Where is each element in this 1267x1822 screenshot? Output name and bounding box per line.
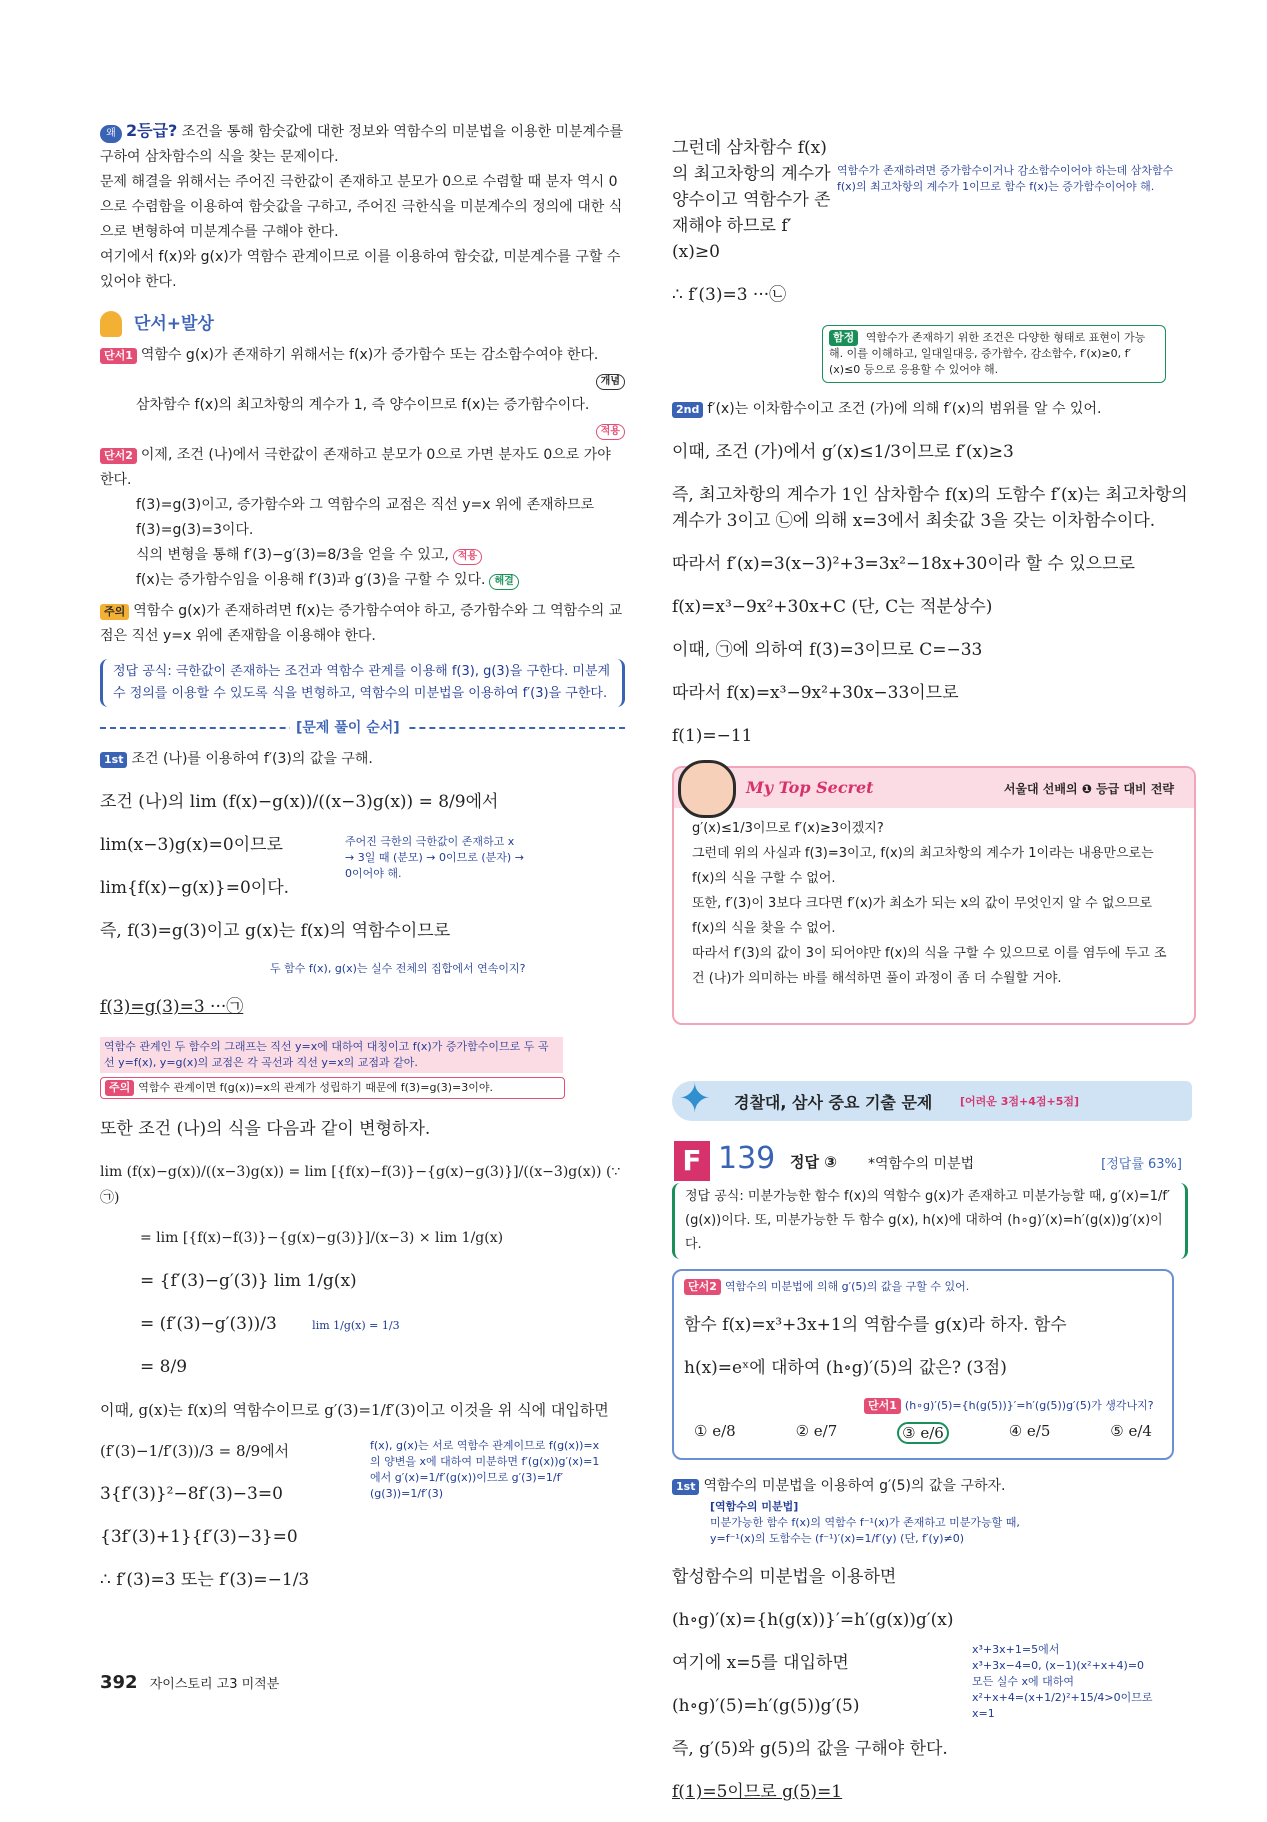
side3: 모든 실수 x에 대하여 (972, 1675, 1075, 1688)
clue1-text: 역함수 g(x)가 존재하기 위해서는 f(x)가 증가함수 또는 감소함수여야 한다. (140, 347, 599, 363)
r8: 따라서 f(x)=x³−9x²+30x−33이므로 (672, 683, 959, 703)
banner-title: 경찰대, 삼사 중요 기출 문제 (734, 1093, 933, 1112)
apply-badge-2: 적용 (453, 549, 482, 565)
avatar (678, 760, 736, 818)
secret-box (672, 766, 1196, 1025)
side5: x=1 (972, 1707, 995, 1720)
rs4: (h∘g)′(5)=h′(g(5))g′(5) (672, 1696, 860, 1716)
banner-sub: [어려운 3점+4점+5점] (960, 1095, 1080, 1108)
step1-tag: 1st (100, 752, 127, 768)
banner (672, 1076, 1192, 1122)
clue2-line4: f(x)는 증가함수임을 이용해 f′(3)과 g′(3)을 구할 수 있다. (136, 572, 486, 588)
choice-4[interactable]: ④ e/5 (1008, 1422, 1051, 1440)
rs1: 합성함수의 미분법을 이용하면 (672, 1567, 897, 1587)
eq1: lim (f(x)−g(x))/((x−3)g(x)) = lim [{f(x)−f(3)}−{g(x)−g(3)}]/((x−3)g(x)) (∵ ㉠) (100, 1164, 621, 1206)
r4: 즉, 최고차항의 계수가 1인 삼차함수 f(x)의 도함수 f′(x)는 최고차항의 계수가 3이고 ㉡에 의해 x=3에서 최솟값 3을 갖는 이차함수이다. (672, 485, 1188, 531)
problem-header (672, 1141, 1192, 1183)
problem-letter: F (674, 1141, 710, 1181)
side2: x³+3x−4=0, (x−1)(x²+x+4)=0 (972, 1659, 1145, 1672)
inv-title: [역함수의 미분법] (710, 1500, 799, 1513)
r3: 이때, 조건 (가)에서 g′(x)≤1/3이므로 f′(x)≥3 (672, 442, 1014, 462)
solve-badge: 해결 (489, 574, 518, 590)
side-notes (972, 1642, 1192, 1722)
choice-3[interactable]: ③ e/6 (897, 1422, 949, 1444)
r6: f(x)=x³−9x²+30x+C (단, C는 적분상수) (672, 597, 993, 617)
page-number: 392 (100, 1672, 138, 1693)
rs3: 여기에 x=5를 대입하면 (672, 1653, 849, 1673)
rate: [정답률 63%] (1101, 1157, 1182, 1172)
s1-g: 이때, g(x)는 f(x)의 역함수이므로 g′(3)=1/f′(3)이고 이것을 위 식에 대입하면 (100, 1401, 609, 1419)
concept-badge: 개념 (596, 374, 625, 390)
question-line1: 함수 f(x)=x³+3x+1의 역함수를 g(x)라 하자. 함수 (684, 1315, 1067, 1335)
answer: 정답 ③ (790, 1153, 837, 1171)
secret-sub: 서울대 선배의 ❶ 등급 대비 전략 (1003, 782, 1174, 796)
s1-note4: f(x), g(x)는 서로 역함수 관계이므로 f(g(x))=x의 양변을 x에 대하여 미분하면 f′(g(x))g′(x)=1에서 g′(x)=1/f′(g(x))이므로 g′(3)=1/f′(g(3))=1/f′(3) (370, 1439, 600, 1500)
eq7: 3{f′(3)}²−8f′(3)−3=0 (100, 1484, 283, 1504)
secret-line2: 그런데 위의 사실과 f(3)=3이고, f(x)의 최고차항의 계수가 1이라는 내용만으로는 f(x)의 식을 구할 수 없어. (692, 846, 1154, 886)
r-final-block (672, 1564, 1192, 1805)
clue2-tag: 단서2 (100, 448, 137, 464)
left-column (100, 118, 625, 1610)
eq9: ∴ f′(3)=3 또는 f′(3)=−1/3 (100, 1570, 310, 1590)
r-top-block (672, 135, 1192, 383)
step1-text: 조건 (나)를 이용하여 f′(3)의 값을 구해. (131, 751, 373, 767)
formula2-box (672, 1183, 1188, 1259)
s1-note2: 두 함수 f(x), g(x)는 실수 전체의 집합에서 연속이지? (270, 962, 526, 975)
clue2-text: 이제, 조건 (나)에서 극한값이 존재하고 분모가 0으로 가면 분자도 0으로 가야 한다. (100, 447, 611, 488)
side4: x²+x+4=(x+1/2)²+15/4>0이므로 (972, 1691, 1153, 1704)
prob-clue2-text: 역함수의 미분법에 의해 g′(5)의 값을 구할 수 있어. (724, 1280, 970, 1293)
r1-note: 역함수가 존재하려면 증가함수이거나 감소함수이어야 하는데 삼차함수 f(x)의 최고차항의 계수가 1이므로 함수 f(x)는 증가함수이어야 해. (837, 164, 1174, 193)
eq3: = {f′(3)−g′(3)} lim 1/g(x) (140, 1271, 357, 1291)
choice-2[interactable]: ② e/7 (795, 1422, 838, 1440)
tip-text: 역함수가 존재하기 위한 조건은 다양한 형태로 표현이 가능해. 이를 이해하고, 일대일대응, 증가함수, 감소함수, f′(x)≥0, f′(x)≤0 등으로 응용할 수 있어야 해. (829, 331, 1146, 376)
r-step1-text: 역함수의 미분법을 이용하여 g′(5)의 값을 구하자. (703, 1478, 1006, 1494)
secret-line3: 또한, f′(3)이 3보다 크다면 f′(x)가 최소가 되는 x의 값이 무엇인지 알 수 없으므로 f(x)의 식을 찾을 수 없어. (692, 896, 1153, 936)
step2-text: f′(x)는 이차함수이고 조건 (가)에 의해 f′(x)의 범위를 알 수 있어. (707, 401, 1102, 417)
s1-limit-block (100, 832, 625, 901)
secret-line4: 따라서 f′(3)의 값이 3이 되어야만 f(x)의 식을 구할 수 있으므로 이를 염두에 두고 조건 (나)가 의미하는 바를 해석하면 풀이 과정이 좀 더 수월할 거야. (692, 946, 1167, 986)
why-paragraph-2: 문제 해결을 위해서는 주어진 극한값이 존재하고 분모가 0으로 수렴할 때 분자 역시 0으로 수렴함을 이용하여 함숫값을 구하고, 주어진 극한식을 미분계수의 정의에 대한 식으로 변형하여 미분계수를 구해야 한다. (100, 174, 623, 240)
rs6: f(1)=5이므로 g(5)=1 (672, 1782, 843, 1802)
why-intro: 조건을 통해 함숫값에 대한 정보와 역함수의 미분법을 이용한 미분계수를 구하여 삼차함수의 식을 찾는 문제이다. (100, 124, 624, 165)
r-step1-tag: 1st (672, 1479, 699, 1495)
formula2-text: 정답 공식: 미분가능한 함수 f(x)의 역함수 g(x)가 존재하고 미분가능할 때, g′(x)=1/f′(g(x))이다. 또, 미분가능한 두 함수 g(x), h(x)에 대하여 (h∘g)′(x)=h′(g(x))g′(x)이다. (685, 1189, 1170, 1252)
secret-title: My Top Secret (746, 778, 874, 797)
apply-badge: 적용 (596, 424, 625, 440)
right-column (672, 118, 1192, 1822)
book-title: 자이스토리 고3 미적분 (149, 1677, 280, 1692)
lightbulb-icon (100, 311, 122, 337)
eq2: = lim [{f(x)−f(3)}−{g(x)−g(3)}]/(x−3) × lim 1/g(x) (140, 1230, 504, 1246)
eq6: (f′(3)−1/f′(3))/3 = 8/9에서 (100, 1442, 290, 1460)
order-divider (100, 715, 625, 739)
s1-caution: 역함수 관계이면 f(g(x))=x의 관계가 성립하기 때문에 f(3)=g(3)=3이야. (138, 1081, 493, 1094)
clue1-sub: 삼차함수 f(x)의 최고차항의 계수가 1, 즉 양수이므로 f(x)는 증가함수이다. (136, 397, 590, 413)
rs2: (h∘g)′(x)={h(g(x))}′=h′(g(x))g′(x) (672, 1610, 954, 1630)
problem-box (672, 1269, 1174, 1460)
s1-b: lim(x−3)g(x)=0이므로 (100, 835, 283, 855)
why-section (100, 118, 625, 295)
formula-box (100, 659, 625, 707)
question-line2: h(x)=eˣ에 대하여 (h∘g)′(5)의 값은? (3점) (684, 1358, 1007, 1378)
hint-title: 단서+발상 (133, 314, 214, 334)
caution-text: 역함수 g(x)가 존재하려면 f(x)는 증가함수여야 하고, 증가함수와 그 역함수의 교점은 직선 y=x 위에 존재함을 이용해야 한다. (100, 603, 623, 644)
prob-clue1-text: (h∘g)′(5)={h(g(5))}′=h′(g(5))g′(5)가 생각나지? (904, 1399, 1154, 1412)
rs5: 즉, g′(5)와 g(5)의 값을 구해야 한다. (672, 1739, 948, 1759)
r2: ∴ f′(3)=3 ···㉡ (672, 285, 787, 305)
clue2-line2: f(3)=g(3)이고, 증가함수와 그 역함수의 교점은 직선 y=x 위에 존재하므로 f(3)=g(3)=3이다. (136, 497, 595, 538)
inverse-rule (672, 1499, 1192, 1547)
clue2-line3: 식의 변형을 통해 f′(3)−g′(3)=8/3을 얻을 수 있고, (136, 547, 449, 563)
side1: x³+3x+1=5에서 (972, 1643, 1060, 1656)
secret-line1: g′(x)≤1/3이므로 f′(x)≥3이겠지? (692, 821, 884, 836)
s1-a: 조건 (나)의 lim (f(x)−g(x))/((x−3)g(x)) = 8/9에서 (100, 792, 499, 812)
tip-tag: 함정 (829, 330, 858, 346)
s1-note: 주어진 극한의 극한값이 존재하고 x → 3일 때 (분모) → 0이므로 (분자) → 0이어야 해. (345, 835, 524, 880)
clue1-tag: 단서1 (100, 348, 137, 364)
r1: 그런데 삼차함수 f(x)의 최고차항의 계수가 양수이고 역함수가 존재해야 하므로 f′(x)≥0 (672, 138, 831, 262)
why-heading: 2등급? (126, 121, 178, 140)
s1-note3: 역함수 관계인 두 함수의 그래프는 직선 y=x에 대하여 대칭이고 f(x)가 증가함수이므로 두 곡선 y=f(x), y=g(x)의 교점은 각 곡선과 직선 y=x의 교점과 같아. (100, 1037, 563, 1073)
prob-clue2-tag: 단서2 (684, 1279, 721, 1295)
eq8: {3f′(3)+1}{f′(3)−3}=0 (100, 1527, 298, 1547)
order-title: [문제 풀이 순서] (290, 717, 406, 737)
prob-clue1-tag: 단서1 (864, 1398, 901, 1414)
why-icon: 왜 (100, 125, 122, 143)
s1-c: lim{f(x)−g(x)}=0이다. (100, 878, 290, 898)
choices (684, 1418, 1162, 1450)
why-paragraph-3: 여기에서 f(x)와 g(x)가 역함수 관계이므로 이를 이용하여 함숫값, 미분계수를 구할 수 있어야 한다. (100, 249, 621, 290)
r5: 따라서 f′(x)=3(x−3)²+3=3x²−18x+30이라 할 수 있으므로 (672, 554, 1135, 574)
s1-f: 또한 조건 (나)의 식을 다음과 같이 변형하자. (100, 1119, 431, 1139)
inv-line1: 미분가능한 함수 f(x)의 역함수 f⁻¹(x)가 존재하고 미분가능할 때, (710, 1516, 1020, 1529)
formula-text: 정답 공식: 극한값이 존재하는 조건과 역함수 관계를 이용해 f(3), g(3)을 구한다. 미분계수 정의를 이용할 수 있도록 식을 변형하고, 역함수의 미분법을 이용하여 f′(3)을 구한다. (113, 664, 611, 701)
hint-section (100, 309, 625, 649)
choice-5[interactable]: ⑤ e/4 (1110, 1422, 1152, 1440)
eq5: = 8/9 (140, 1357, 188, 1377)
eq4-note: lim 1/g(x) = 1/3 (312, 1319, 400, 1332)
topic: *역함수의 미분법 (868, 1156, 975, 1172)
problem-number: 139 (718, 1141, 776, 1176)
r7: 이때, ㉠에 의하여 f(3)=3이므로 C=−33 (672, 640, 983, 660)
r9: f(1)=−11 (672, 726, 753, 746)
s1-caution-tag: 주의 (105, 1080, 134, 1096)
step2-tag: 2nd (672, 402, 703, 418)
s1-d: 즉, f(3)=g(3)이고 g(x)는 f(x)의 역함수이므로 (100, 921, 451, 941)
s1-e: f(3)=g(3)=3 ···㉠ (100, 997, 244, 1017)
s1-final-block (100, 1438, 625, 1593)
star-icon: ✦ (678, 1076, 712, 1122)
page-footer (100, 1672, 279, 1693)
caution-tag: 주의 (100, 604, 129, 620)
inv-line2: y=f⁻¹(x)의 도함수는 (f⁻¹)′(x)=1/f′(y) (단, f′(y)≠0) (710, 1532, 965, 1545)
choice-1[interactable]: ① e/8 (694, 1422, 736, 1440)
eq4: = (f′(3)−g′(3))/3 (140, 1314, 277, 1334)
